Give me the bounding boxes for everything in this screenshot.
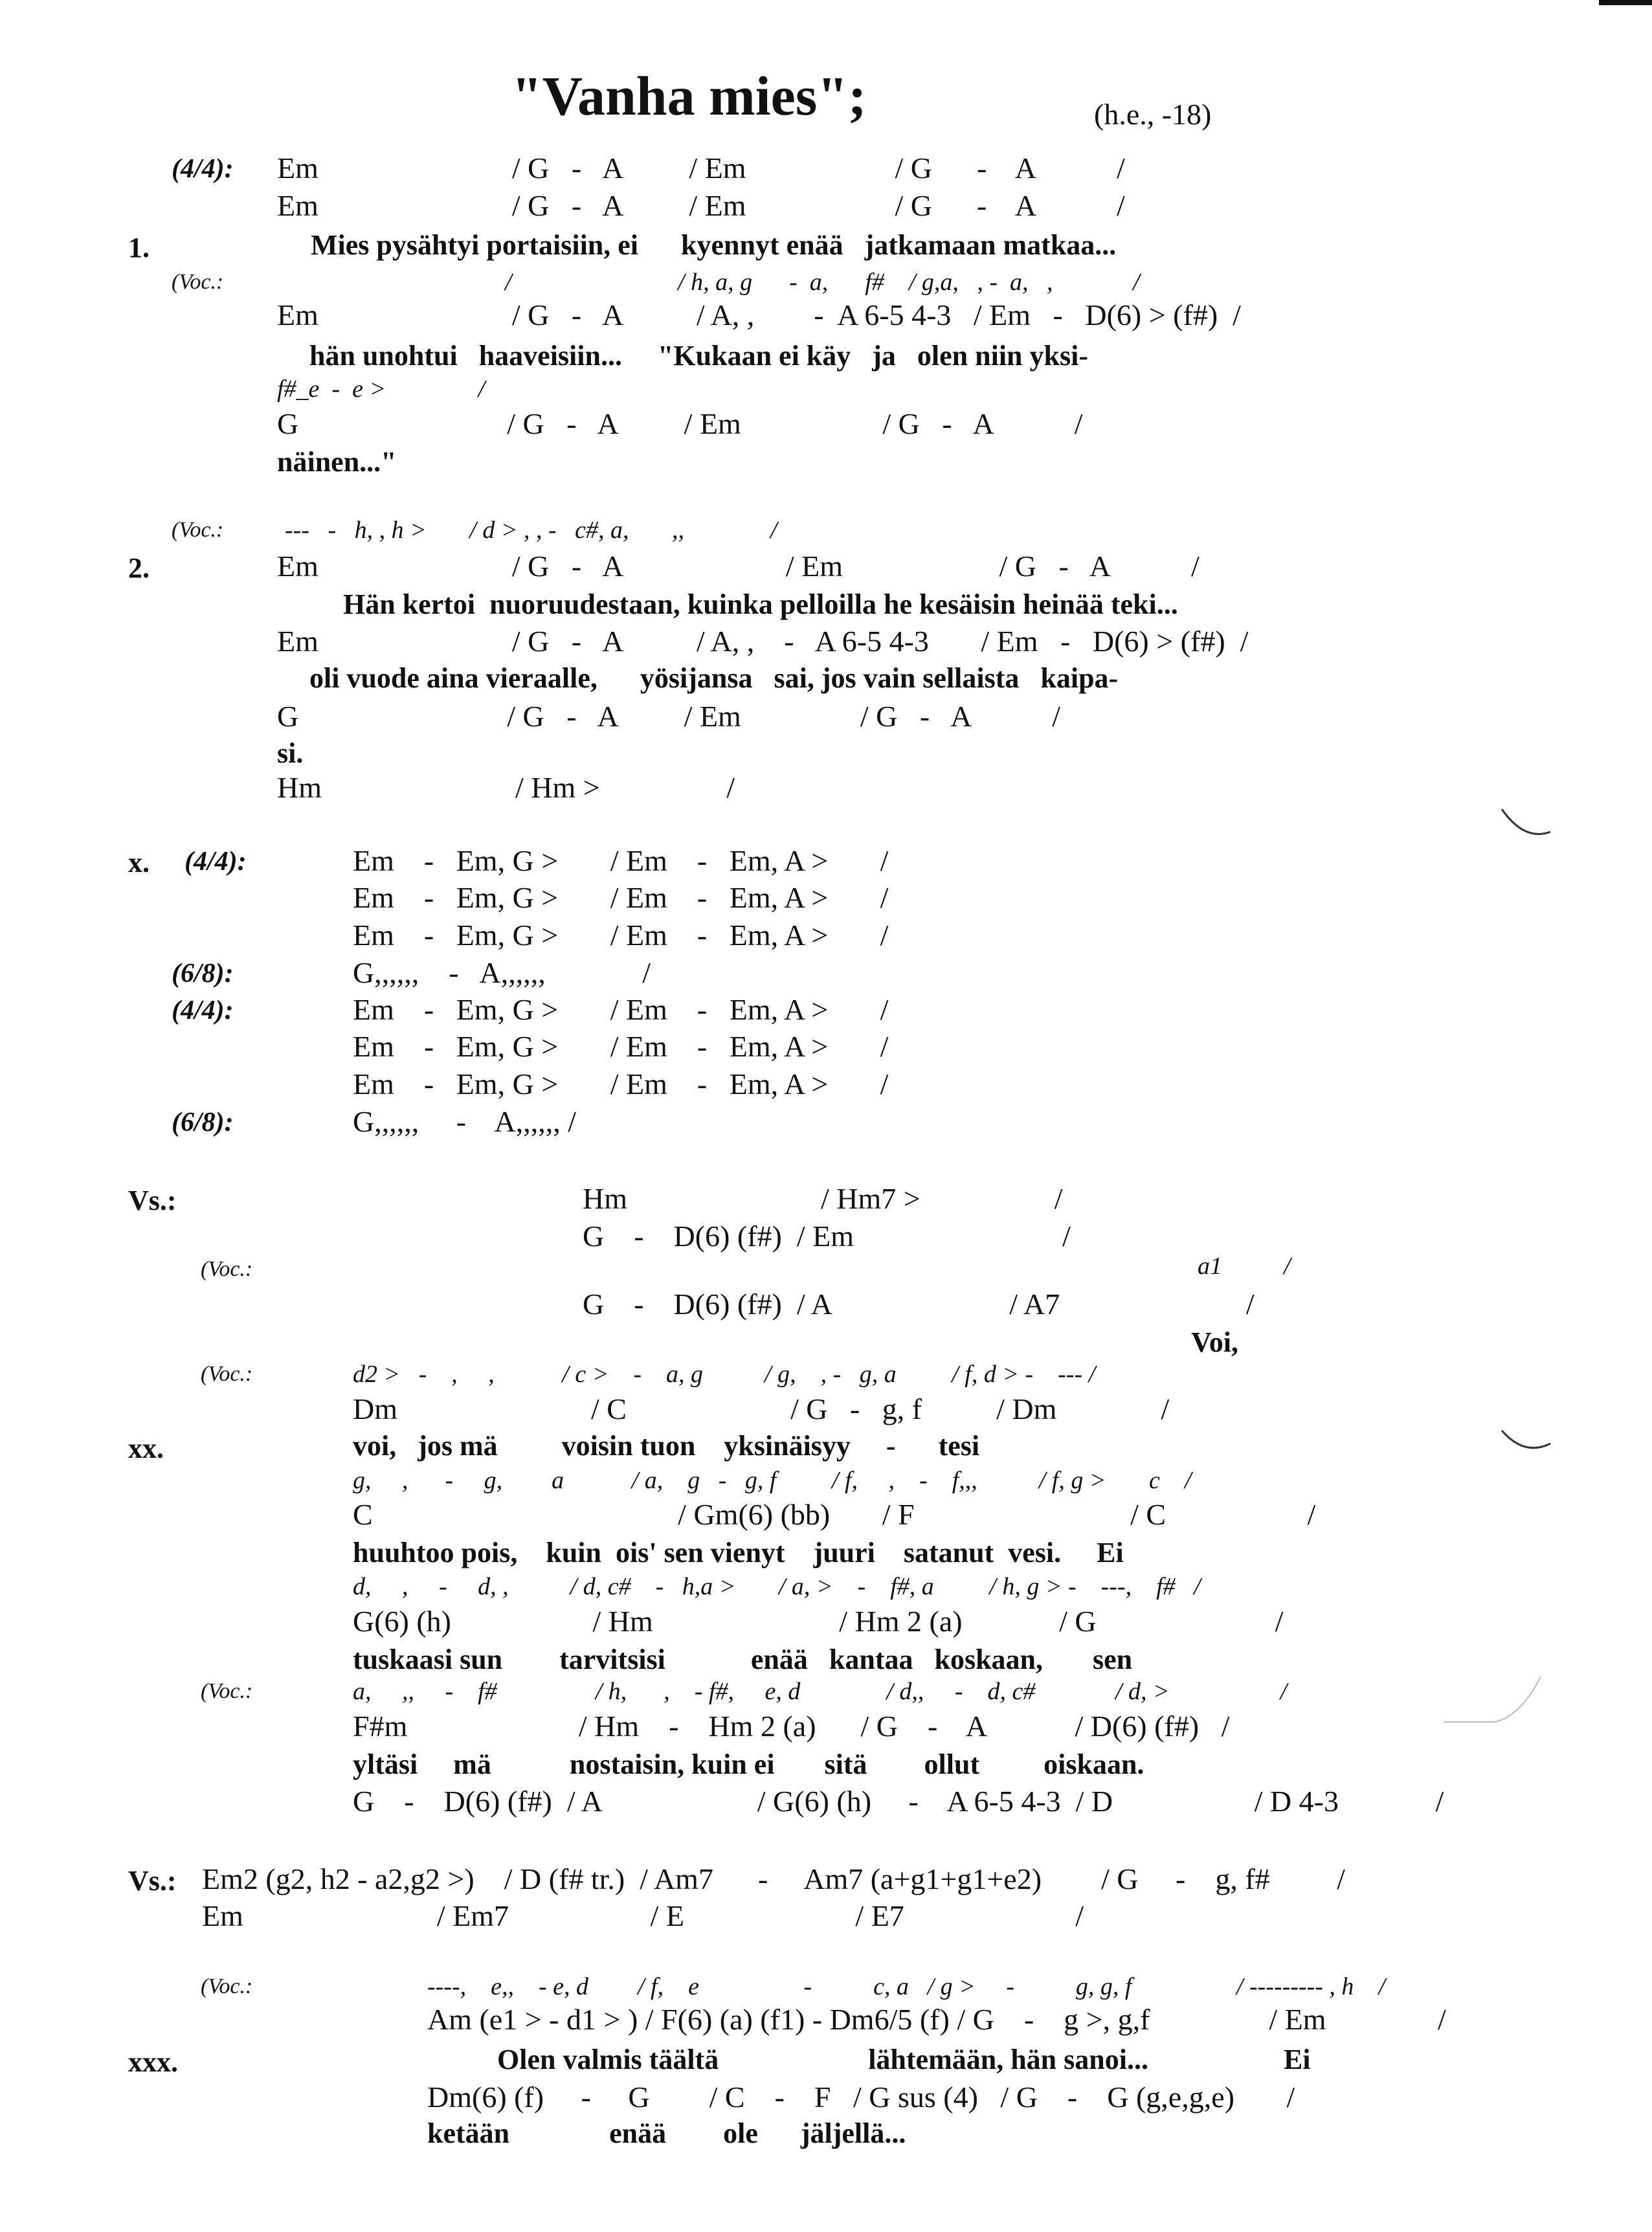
chord-line: Em / Em7 / E / E7 / (202, 1899, 1084, 1932)
lyric-line: huuhtoo pois, kuin ois' sen vienyt juuri satanut vesi. Ei (353, 1537, 1124, 1568)
lyric-line: tuskaasi sun tarvitsisi enää kantaa koskaan, sen (353, 1644, 1133, 1675)
song-title: "Vanha mies"; (511, 65, 867, 127)
lyric-line: Olen valmis täältä lähtemään, hän sanoi... Ei (497, 2044, 1311, 2075)
lyric-line: Mies pysähtyi portaisiin, ei kyennyt enää jatkamaan matkaa... (311, 229, 1117, 261)
voc-label: (Voc.: (172, 270, 224, 294)
melody-line: / / h, a, g - a, f# / g,a, , - a, , / (505, 269, 1140, 296)
chord-line: Hm / Hm7 > / (583, 1182, 1063, 1215)
chord-line: C / Gm(6) (bb) / F / C / (353, 1498, 1316, 1531)
melody-line: a, ,, - f# / h, , - f#, e, d / d,, - d, c# / d, > / (353, 1678, 1288, 1705)
chord-line: G - D(6) (f#) / Em / (583, 1220, 1071, 1253)
lyric-line: hän unohtui haaveisiin... "Kukaan ei käy ja olen niin yksi- (309, 340, 1088, 372)
section-label: xxx. (128, 2046, 178, 2078)
section-label: Vs.: (128, 1185, 177, 1216)
section-label: 1. (128, 232, 150, 263)
chord-line: G / G - A / Em / G - A / (277, 407, 1083, 440)
melody-line: --- - h, , h > / d > , , - c#, a, ,, / (285, 517, 777, 544)
scan-mark-right-2 (1495, 1424, 1554, 1469)
time-signature: (4/4): (172, 154, 234, 184)
chord-line: Em - Em, G > / Em - Em, A > / (353, 844, 889, 877)
chord-line: G / G - A / Em / G - A / (277, 700, 1061, 733)
chord-line: Em / G - A / A, , - A 6-5 4-3 / Em - D(6) > (f#) / (277, 625, 1249, 658)
melody-line: g, , - g, a / a, g - g, f / f, , - f,,, / f, g > c / (353, 1467, 1192, 1494)
melody-line: d2 > - , , / c > - a, g / g, , - g, a / f, d > - --- / (353, 1361, 1096, 1388)
chord-line: Em - Em, G > / Em - Em, A > / (353, 1030, 889, 1063)
voc-label: (Voc.: (201, 1362, 253, 1386)
scan-mark-top (1599, 0, 1652, 9)
scan-mark-right-3 (1437, 1657, 1554, 1735)
lyric-line: Voi, (1191, 1326, 1238, 1358)
chord-line: Em / G - A / Em / G - A / (277, 550, 1200, 583)
time-signature: (4/4): (184, 847, 247, 876)
chord-line: F#m / Hm - Hm 2 (a) / G - A / D(6) (f#) / (353, 1710, 1230, 1743)
melody-line: a1 / (1198, 1253, 1291, 1280)
chord-line: Dm / C / G - g, f / Dm / (353, 1392, 1170, 1425)
time-signature: (6/8): (172, 1108, 234, 1137)
lyric-line: yltäsi mä nostaisin, kuin ei sitä ollut oiskaan. (353, 1748, 1144, 1780)
lyric-line: voi, jos mä voisin tuon yksinäisyy - tesi (353, 1430, 980, 1462)
chord-line: Am (e1 > - d1 > ) / F(6) (a) (f1) - Dm6/5 (f) / G - g >, g,f / Em / (427, 2003, 1446, 2036)
chord-line: Hm / Hm > / (277, 771, 735, 804)
chord-line: Em2 (g2, h2 - a2,g2 >) / D (f# tr.) / Am7 - Am7 (a+g1+g1+e2) / G - g, f# / (202, 1862, 1345, 1895)
chord-line: Em / G - A / A, , - A 6-5 4-3 / Em - D(6) > (f#) / (277, 298, 1241, 331)
voc-label: (Voc.: (201, 1974, 253, 1998)
chord-line: Em - Em, G > / Em - Em, A > / (353, 881, 889, 914)
lyric-line: Hän kertoi nuoruudestaan, kuinka pelloilla he kesäisin heinää teki... (343, 588, 1178, 620)
chord-line: Dm(6) (f) - G / C - F / G sus (4) / G - G (g,e,g,e) / (427, 2081, 1295, 2114)
chord-line: G,,,,,, - A,,,,,, / (353, 1105, 576, 1138)
melody-line: f#_e - e > / (277, 375, 486, 403)
lyric-line: näinen..." (277, 446, 397, 478)
chord-line: G - D(6) (f#) / A / A7 / (583, 1288, 1255, 1321)
melody-line: d, , - d, , / d, c# - h,a > / a, > - f#, a / h, g > - ---, f# / (353, 1573, 1201, 1600)
song-subtitle: (h.e., -18) (1094, 98, 1212, 131)
section-label: Vs.: (128, 1865, 177, 1897)
lyric-line: oli vuode aina vieraalle, yösijansa sai, jos vain sellaista kaipa- (309, 662, 1119, 694)
section-label: xx. (128, 1433, 164, 1464)
section-label: x. (128, 847, 150, 878)
time-signature: (4/4): (172, 996, 234, 1025)
chord-line: G - D(6) (f#) / A / G(6) (h) - A 6-5 4-3 / D / D 4-3 / (353, 1785, 1444, 1818)
chord-line: Em / G - A / Em / G - A / (277, 151, 1125, 184)
chord-line: Em - Em, G > / Em - Em, A > / (353, 1067, 889, 1100)
time-signature: (6/8): (172, 959, 234, 988)
chord-line: G,,,,,, - A,,,,,, / (353, 956, 651, 989)
melody-line: ----, e,, - e, d / f, e - c, a / g > - g, g, f / --------- , h / (427, 1973, 1385, 2000)
chord-line: G(6) (h) / Hm / Hm 2 (a) / G / (353, 1605, 1284, 1638)
chord-line: Em - Em, G > / Em - Em, A > / (353, 919, 889, 952)
voc-label: (Voc.: (172, 518, 224, 542)
scan-mark-right-1 (1495, 803, 1554, 854)
voc-label: (Voc.: (201, 1679, 253, 1703)
section-label: 2. (128, 552, 150, 584)
lyric-line: ketään enää ole jäljellä... (427, 2117, 906, 2149)
voc-label: (Voc.: (201, 1257, 253, 1281)
chord-line: Em - Em, G > / Em - Em, A > / (353, 993, 889, 1026)
chord-line: Em / G - A / Em / G - A / (277, 189, 1125, 222)
lyric-line: si. (277, 737, 304, 769)
